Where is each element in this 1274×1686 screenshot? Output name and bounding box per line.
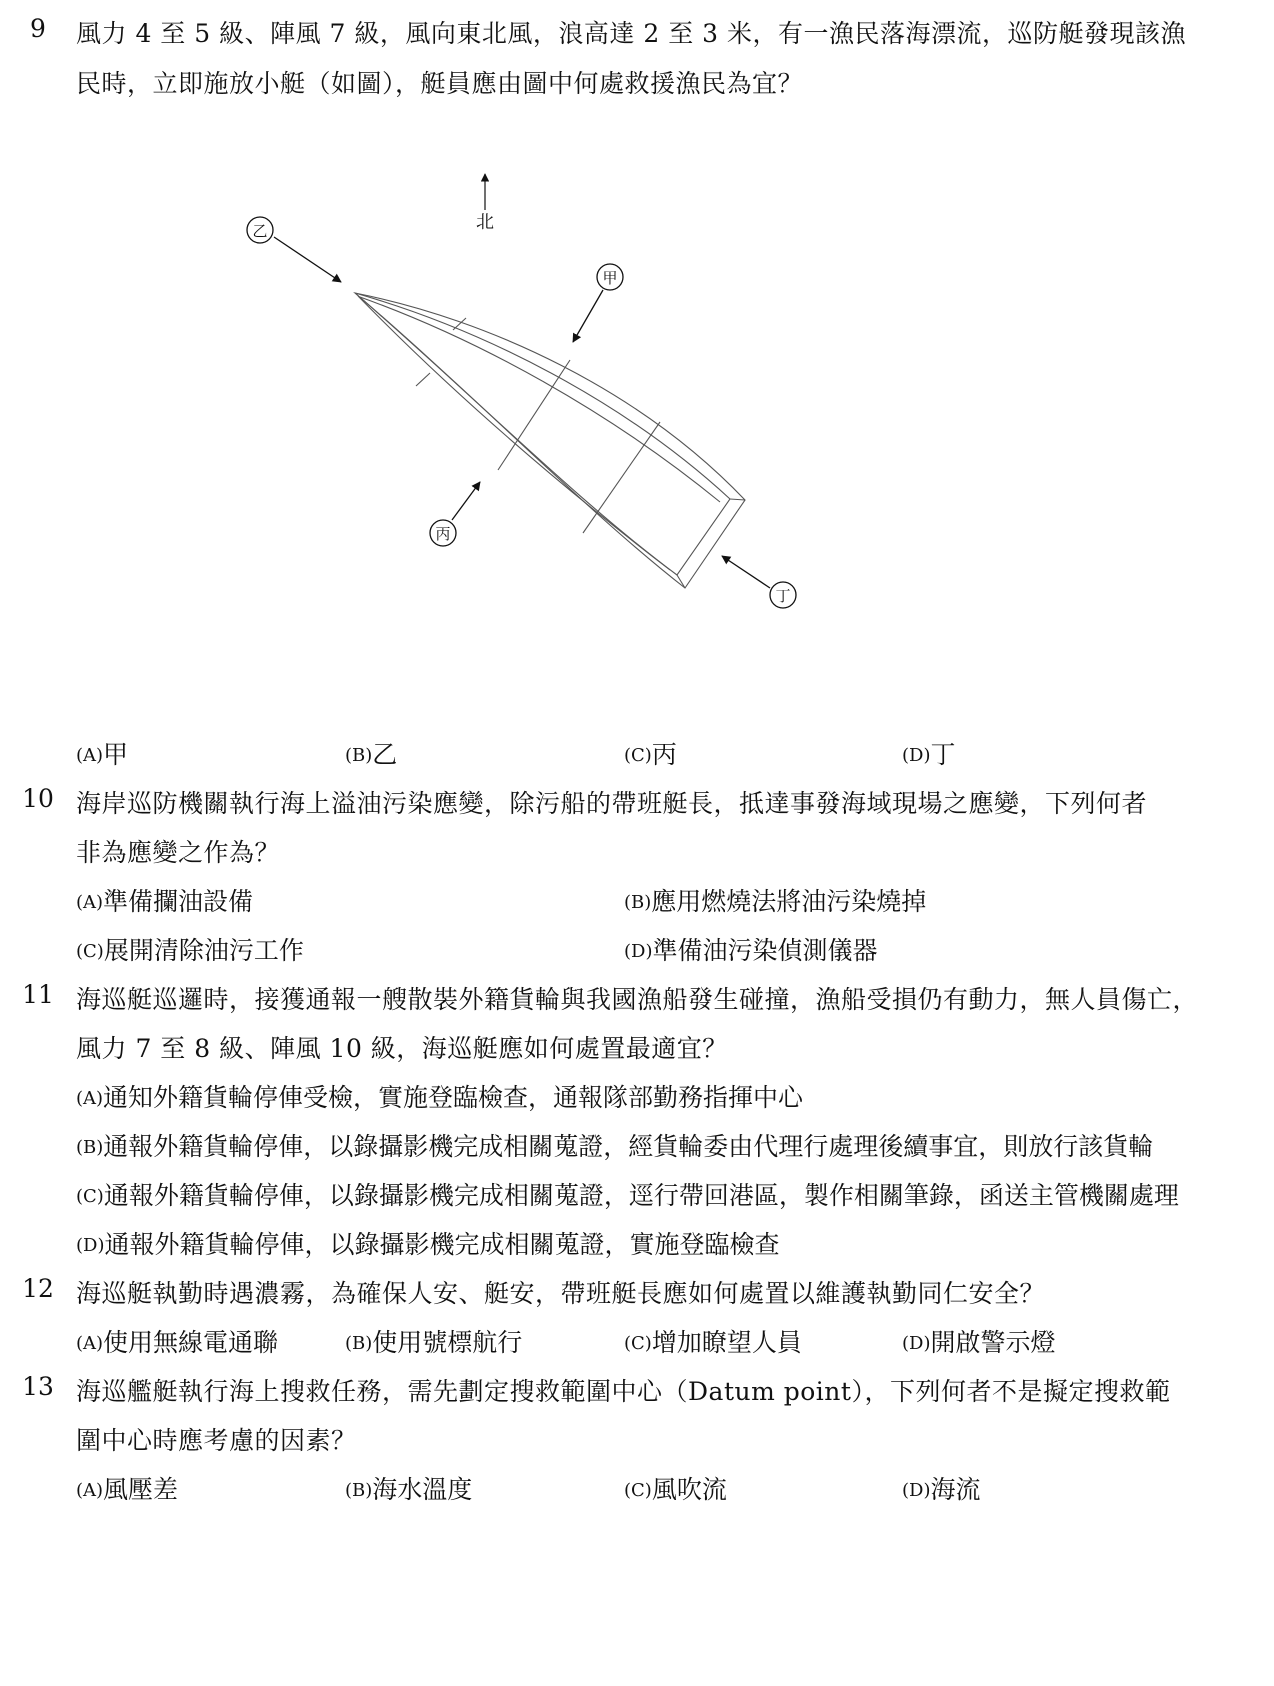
north-arrow: [476, 174, 494, 233]
rescue-boat-diagram: [240, 170, 840, 640]
marker-bing: [430, 482, 480, 546]
question-11-option-b: (B)通報外籍貨輪停俥，以錄攝影機完成相關蒐證，經貨輪委由代理行處理後續事宜，則放行該貨輪: [76, 1132, 1154, 1161]
question-10-option-c: (C)展開清除油污工作: [76, 936, 304, 965]
question-9-number: 9: [30, 14, 46, 43]
question-10-option-b: (B)應用燃燒法將油污染燒掉: [624, 887, 927, 916]
question-9-line-2: 民時，立即施放小艇（如圖），艇員應由圖中何處救援漁民為宜？: [76, 69, 804, 98]
question-12-option-b: (B)使用號標航行: [345, 1328, 523, 1357]
question-9-option-c: (C)丙: [624, 740, 677, 769]
question-11-option-a: (A)通知外籍貨輪停俥受檢，實施登臨檢查，通報隊部勤務指揮中心: [76, 1083, 804, 1112]
question-13-line-2: 圍中心時應考慮的因素？: [76, 1426, 357, 1455]
question-13-option-a: (A)風壓差: [76, 1475, 179, 1504]
question-10-number: 10: [22, 784, 54, 813]
question-12-line-1: 海巡艇執勤時遇濃霧，為確保人安、艇安，帶班艇長應如何處置以維護執勤同仁安全？: [76, 1279, 1046, 1308]
marker-ding-label: 丁: [775, 587, 791, 605]
question-11-number: 11: [22, 980, 54, 1009]
question-13-option-d: (D)海流: [902, 1475, 981, 1504]
question-13-option-b: (B)海水溫度: [345, 1475, 473, 1504]
marker-yi-label: 乙: [252, 222, 268, 240]
question-13-line-1: 海巡艦艇執行海上搜救任務，需先劃定搜救範圍中心（Datum point），下列何者不是擬定搜救範: [76, 1377, 1171, 1406]
question-10-option-a: (A)準備攔油設備: [76, 887, 254, 916]
question-11-line-1: 海巡艇巡邏時，接獲通報一艘散裝外籍貨輪與我國漁船發生碰撞，漁船受損仍有動力，無人員傷亡，: [76, 985, 1199, 1014]
marker-ding: [722, 556, 796, 608]
question-9-option-d: (D)丁: [902, 740, 956, 769]
boat: [355, 293, 745, 588]
marker-yi: [247, 217, 341, 282]
question-13-option-c: (C)風吹流: [624, 1475, 727, 1504]
question-12-option-c: (C)增加瞭望人員: [624, 1328, 802, 1357]
question-9-line-1: 風力 4 至 5 級、陣風 7 級，風向東北風，浪高達 2 至 3 米，有一漁民落海漂流，巡防艇發現該漁: [76, 19, 1186, 48]
question-12-option-d: (D)開啟警示燈: [902, 1328, 1056, 1357]
question-10-line-2: 非為應變之作為？: [76, 838, 281, 867]
marker-jia-label: 甲: [602, 269, 618, 287]
question-11-option-c: (C)通報外籍貨輪停俥，以錄攝影機完成相關蒐證，逕行帶回港區，製作相關筆錄，函送主管機關處理: [76, 1181, 1179, 1210]
north-label: 北: [476, 212, 494, 233]
question-13-number: 13: [22, 1372, 54, 1401]
marker-bing-label: 丙: [435, 525, 451, 543]
question-10-line-1: 海岸巡防機關執行海上溢油污染應變，除污船的帶班艇長，抵達事發海域現場之應變，下列何者: [76, 789, 1148, 818]
question-10-option-d: (D)準備油污染偵測儀器: [624, 936, 878, 965]
question-12-option-a: (A)使用無線電通聯: [76, 1328, 279, 1357]
question-9-option-a: (A)甲: [76, 740, 129, 769]
question-11-line-2: 風力 7 至 8 級、陣風 10 級，海巡艇應如何處置最適宜？: [76, 1034, 728, 1063]
marker-jia: [573, 264, 623, 342]
question-11-option-d: (D)通報外籍貨輪停俥，以錄攝影機完成相關蒐證，實施登臨檢查: [76, 1230, 780, 1259]
question-12-number: 12: [22, 1274, 54, 1303]
question-9-option-b: (B)乙: [345, 740, 398, 769]
